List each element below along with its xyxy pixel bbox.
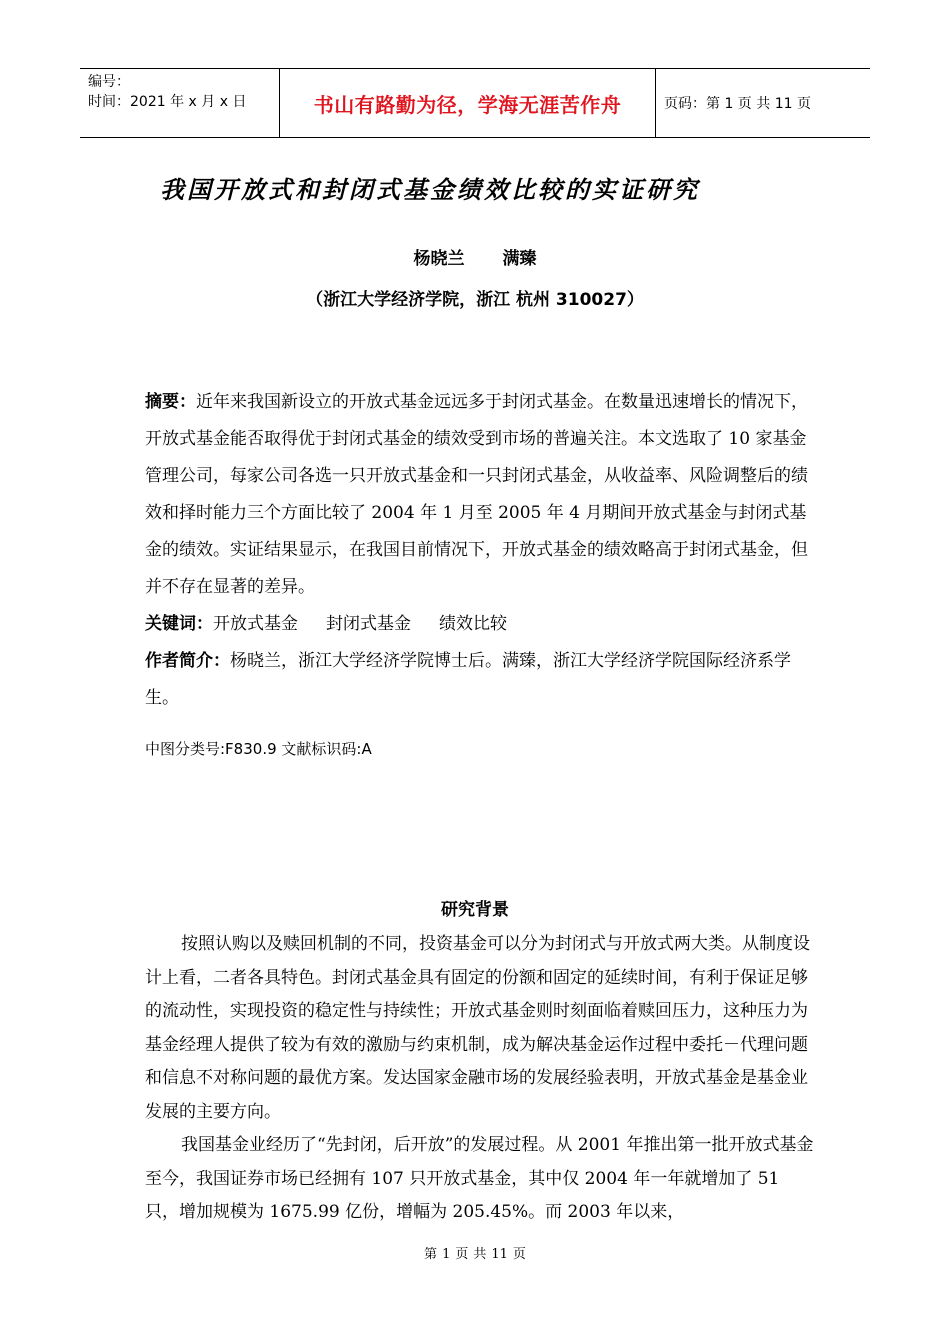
author-name: 杨晓兰 [413, 249, 465, 269]
footer-part: 共 [473, 1247, 487, 1262]
classification-code: 中图分类号:F830.9 文献标识码:A [145, 740, 372, 758]
keyword: 封闭式基金 [326, 614, 411, 634]
paragraph: 按照认购以及赎回机制的不同，投资基金可以分为封闭式与开放式两大类。从制度设计上看，二者各具特色。封闭式基金具有固定的份额和固定的延续时间，有利于保证足够的流动性，实现投资的稳定性与持续性；开放式基金则时刻面临着赎回压力，这种压力为基金经理人提供了较为有效的激励与约束机制，成为解决基金运作过程中委托－代理问题和信息不对称问题的最优方案。发达国家金融市场的发展经验表明，开放式基金是基金业发展的主要方向。 [145, 934, 810, 1122]
abstract [145, 384, 810, 606]
footer-page-number: 1 [442, 1247, 451, 1262]
authors [0, 244, 950, 269]
footer-part: 页 [512, 1247, 526, 1262]
footer-part: 第 [424, 1247, 438, 1262]
abstract-label: 摘要： [145, 392, 196, 412]
header-page-info: 页码：第 1 页 共 11 页 [664, 96, 811, 112]
abstract-text: 近年来我国新设立的开放式基金远远多于封闭式基金。在数量迅速增长的情况下，开放式基金能否取得优于封闭式基金的绩效受到市场的普遍关注。本文选取了 10 家基金管理公司，每家公司各选一只开放式基金和一只封闭式基金，从收益率、风险调整后的绩效和择时能力三个方面比较了 2004 年 1 月至 2005 年 4 月期间开放式基金与封闭式基金的绩效。实证结果显示，在我国目前情况下，开放式基金的绩效略高于封闭式基金，但并不存在显著的差异。 [145, 392, 808, 597]
header-motto: 书山有路勤为径，学海无涯苦作舟 [280, 69, 656, 137]
affiliation: （浙江大学经济学院，浙江 杭州 310027） [306, 290, 644, 310]
section-body [145, 928, 817, 1230]
keywords-label: 关键词： [145, 614, 213, 634]
author-name: 满臻 [502, 249, 537, 269]
number-label: 编号： [88, 74, 130, 90]
abstract-block [145, 384, 810, 717]
time-label: 时间：2021 年 x 月 x 日 [88, 94, 247, 110]
keywords [145, 606, 810, 643]
author-intro-text: 杨晓兰，浙江大学经济学院博士后。满臻，浙江大学经济学院国际经济系学生。 [145, 651, 791, 708]
keyword: 绩效比较 [439, 614, 507, 634]
page-header [80, 68, 870, 138]
paper-title: 我国开放式和封闭式基金绩效比较的实证研究 [160, 176, 700, 204]
paragraph: 我国基金业经历了“先封闭，后开放”的发展过程。从 2001 年推出第一批开放式基金至今，我国证券市场已经拥有 107 只开放式基金，其中仅 2004 年一年就增加了 51 只，增加规模为 1675.99 亿份，增幅为 205.45%。而 2003 年以来， [145, 1135, 814, 1222]
footer-total-pages: 11 [491, 1247, 508, 1262]
author-intro [145, 643, 810, 717]
header-meta [80, 69, 280, 137]
keyword: 开放式基金 [213, 614, 298, 634]
footer-part: 页 [455, 1247, 469, 1262]
page-footer [0, 1243, 950, 1262]
section-heading: 研究背景 [441, 900, 509, 920]
author-intro-label: 作者简介： [145, 651, 230, 671]
